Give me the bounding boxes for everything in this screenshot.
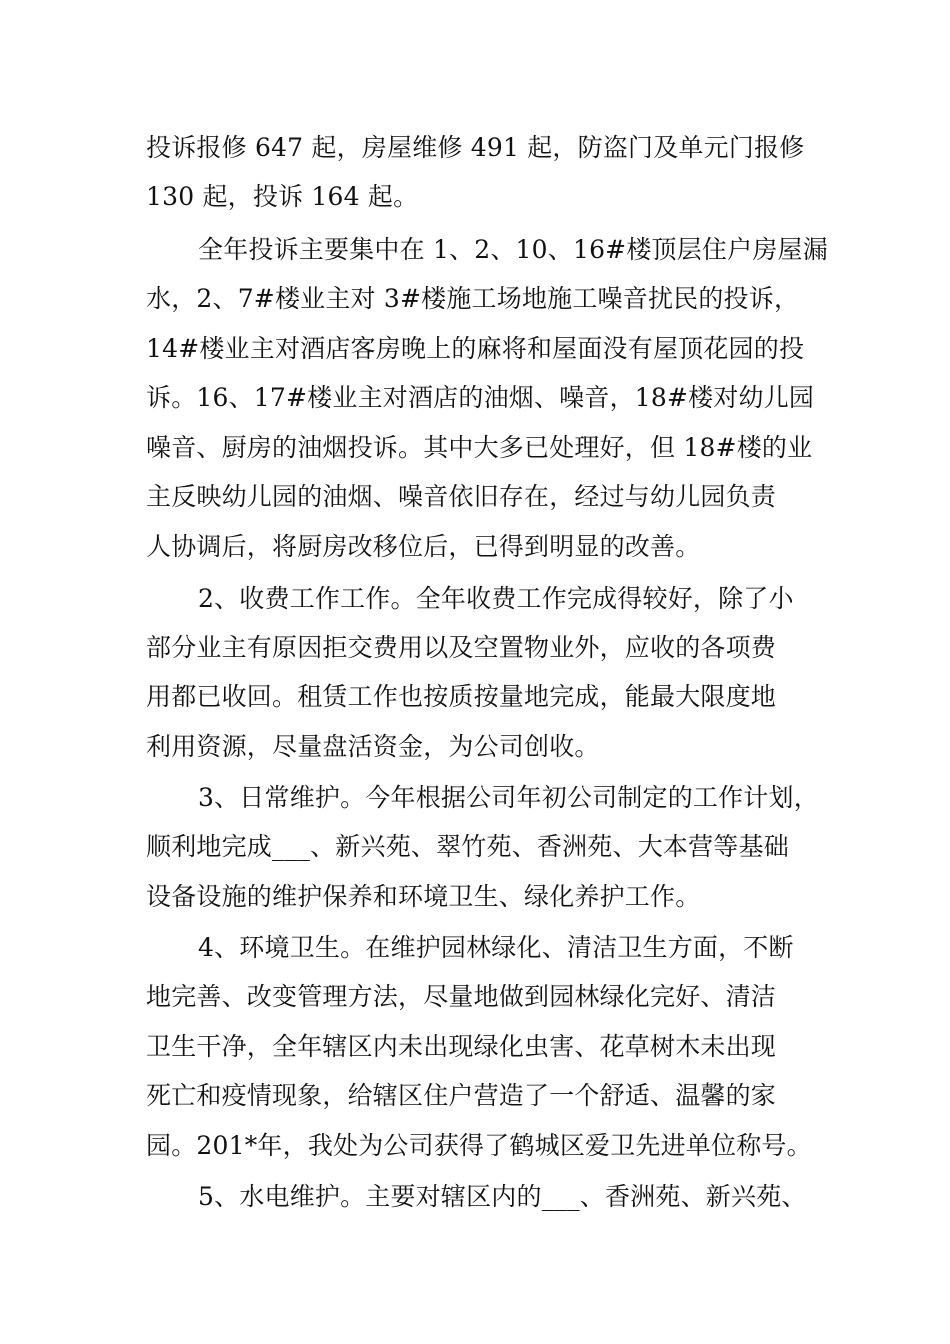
text-line: 园。201*年，我处为公司获得了鹤城区爱卫先进单位称号。 [146, 1131, 812, 1160]
text-line: 顺利地完成___、新兴苑、翠竹苑、香洲苑、大本营等基础 [146, 832, 789, 861]
text-line: 死亡和疫情现象，给辖区住户营造了一个舒适、温馨的家 [146, 1081, 777, 1110]
text-line: 噪音、厨房的油烟投诉。其中大多已处理好，但 18#楼的业 [146, 433, 813, 462]
text-line: 卫生干净，全年辖区内未出现绿化虫害、花草树木未出现 [146, 1032, 777, 1061]
text-line: 用都已收回。租赁工作也按质按量地完成，能最大限度地 [146, 682, 777, 711]
text-line: 3、日常维护。今年根据公司年初公司制定的工作计划， [198, 783, 819, 812]
text-line: 全年投诉主要集中在 1、2、10、16#楼顶层住户房屋漏 [198, 235, 828, 264]
text-line: 利用资源，尽量盘活资金，为公司创收。 [146, 732, 600, 761]
text-line: 人协调后，将厨房改移位后，已得到明显的改善。 [146, 532, 701, 561]
text-line: 14#楼业主对酒店客房晚上的麻将和屋面没有屋顶花园的投 [146, 334, 805, 363]
text-line: 投诉报修 647 起，房屋维修 491 起，防盗门及单元门报修 [146, 133, 805, 162]
text-line: 部分业主有原因拒交费用以及空置物业外，应收的各项费 [146, 633, 777, 662]
text-line: 5、水电维护。主要对辖区内的___、香洲苑、新兴苑、 [198, 1182, 807, 1211]
text-line: 诉。16、17#楼业主对酒店的油烟、噪音，18#楼对幼儿园 [146, 383, 815, 412]
text-line: 4、环境卫生。在维护园林绿化、清洁卫生方面，不断 [198, 933, 794, 962]
text-line: 2、收费工作工作。全年收费工作完成得较好，除了小 [198, 584, 794, 613]
text-line: 水，2、7#楼业主对 3#楼施工场地施工噪音扰民的投诉， [146, 284, 800, 313]
text-line: 设备设施的维护保养和环境卫生、绿化养护工作。 [146, 882, 701, 911]
text-line: 地完善、改变管理方法，尽量地做到园林绿化完好、清洁 [146, 982, 777, 1011]
text-line: 主反映幼儿园的油烟、噪音依旧存在，经过与幼儿园负责 [146, 482, 777, 511]
text-line: 130 起，投诉 164 起。 [146, 182, 419, 211]
